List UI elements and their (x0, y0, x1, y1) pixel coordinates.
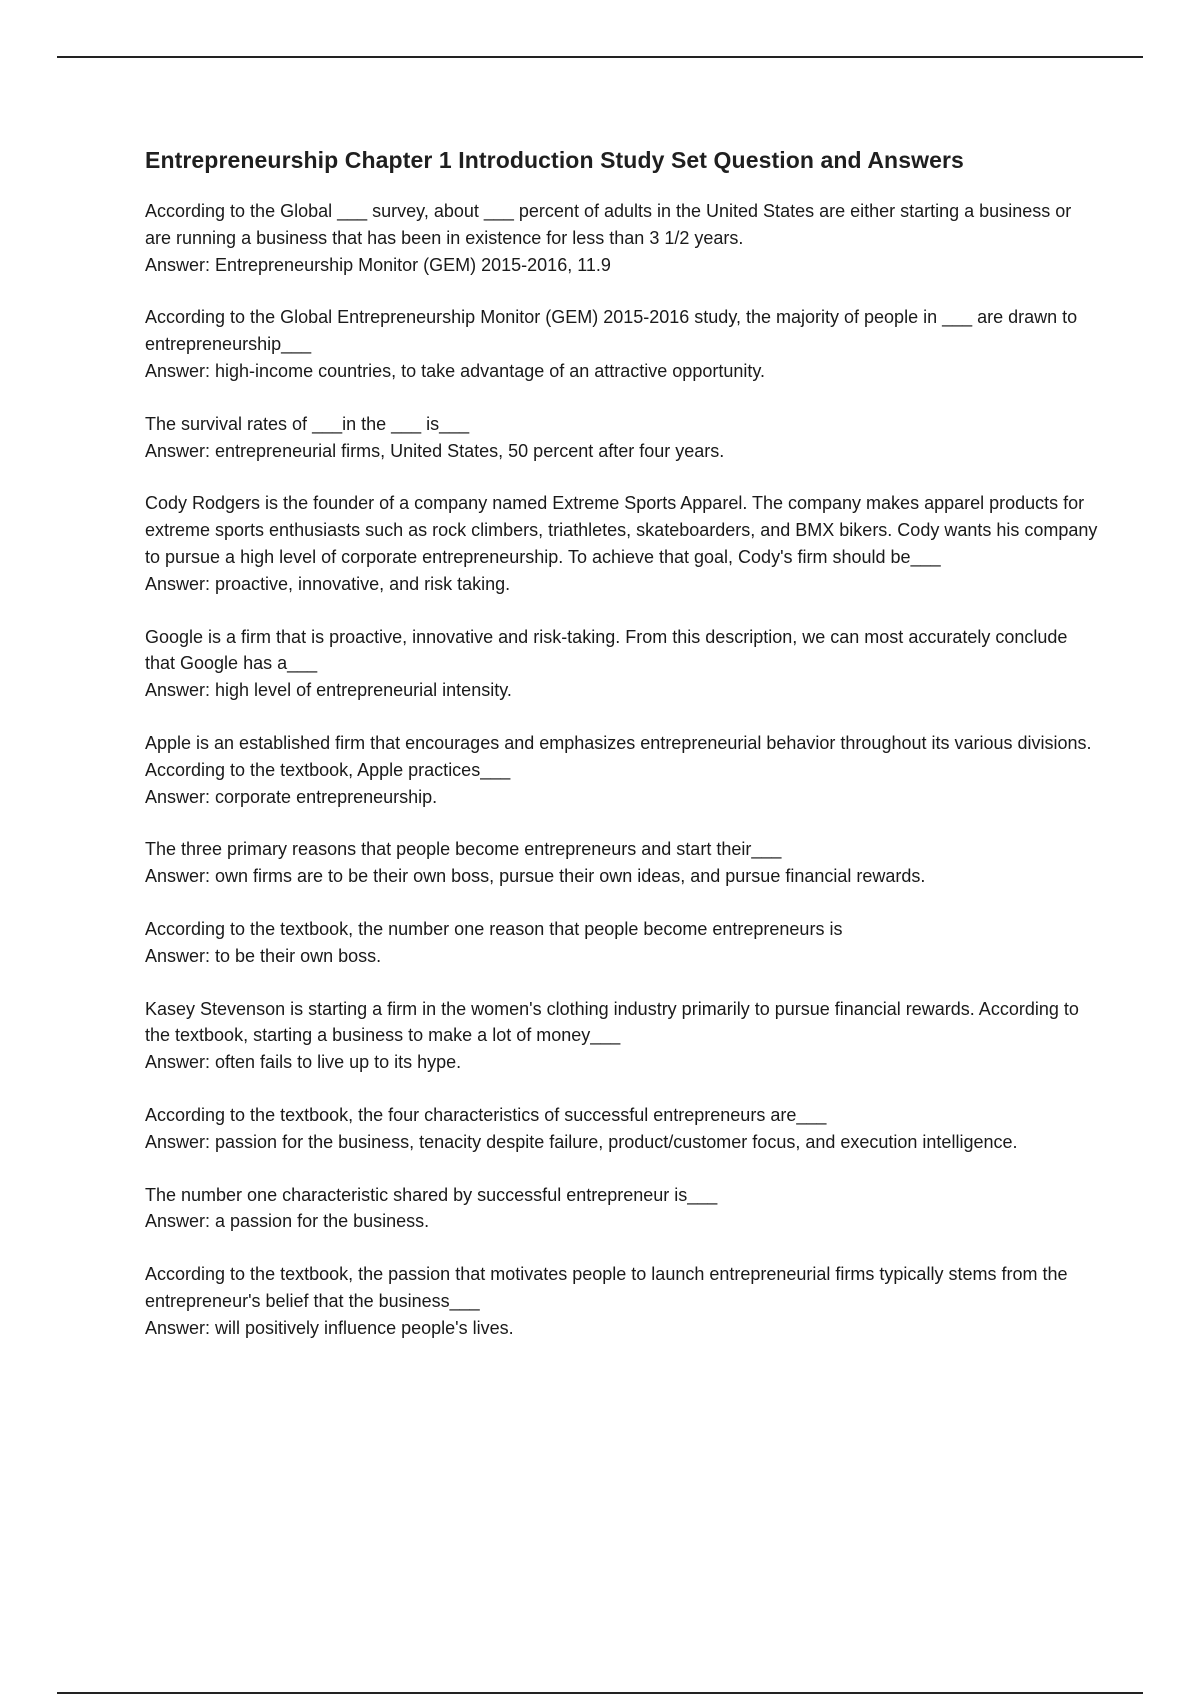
answer-text: Answer: to be their own boss. (145, 945, 382, 966)
question-text: According to the textbook, the passion that motivates people to launch entrepreneurial firms typically stems from the entrepreneur's belief that the business___ (145, 1264, 1068, 1311)
question-text: The survival rates of ___in the ___ is___ (145, 413, 470, 434)
qa-item-2 (145, 304, 1100, 384)
qa-item-12 (145, 1261, 1100, 1341)
document-body (145, 147, 1100, 1368)
qa-item-9 (145, 996, 1100, 1076)
answer-text: Answer: a passion for the business. (145, 1211, 430, 1232)
question-text: According to the Global ___ survey, about ___ percent of adults in the United States are either starting a business or are running a business that has been in existence for less than 3 1/2 years. (145, 201, 1072, 248)
answer-text: Answer: entrepreneurial firms, United States, 50 percent after four years. (145, 440, 725, 461)
qa-item-1 (145, 198, 1100, 278)
question-text: Kasey Stevenson is starting a firm in the women's clothing industry primarily to pursue financial rewards. According to the textbook, starting a business to make a lot of money___ (145, 998, 1079, 1046)
answer-text: Answer: high-income countries, to take advantage of an attractive opportunity. (145, 360, 766, 381)
qa-item-11 (145, 1182, 1100, 1236)
qa-item-5 (145, 624, 1100, 704)
header-rule (57, 56, 1143, 58)
qa-item-6 (145, 730, 1100, 810)
qa-item-8 (145, 916, 1100, 970)
qa-item-3 (145, 411, 1100, 465)
answer-text: Answer: high level of entrepreneurial intensity. (145, 680, 512, 701)
answer-text: Answer: proactive, innovative, and risk taking. (145, 573, 511, 594)
footer-rule (57, 1692, 1143, 1694)
answer-text: Answer: Entrepreneurship Monitor (GEM) 2015-2016, 11.9 (145, 254, 611, 275)
question-text: Google is a firm that is proactive, innovative and risk-taking. From this description, we can most accurately conclude that Google has a___ (145, 626, 1068, 674)
question-text: The three primary reasons that people become entrepreneurs and start their___ (145, 839, 782, 860)
answer-text: Answer: corporate entrepreneurship. (145, 786, 438, 807)
qa-item-10 (145, 1102, 1100, 1156)
question-text: The number one characteristic shared by successful entrepreneur is___ (145, 1184, 718, 1205)
document-title: Entrepreneurship Chapter 1 Introduction Study Set Question and Answers (145, 147, 964, 173)
answer-text: Answer: will positively influence people's lives. (145, 1317, 514, 1338)
answer-text: Answer: own firms are to be their own boss, pursue their own ideas, and pursue financial rewards. (145, 866, 926, 887)
qa-item-4 (145, 490, 1100, 597)
question-text: According to the Global Entrepreneurship Monitor (GEM) 2015-2016 study, the majority of people in ___ are drawn to entrepreneurship___ (145, 307, 1078, 355)
question-text: According to the textbook, the four characteristics of successful entrepreneurs are___ (145, 1104, 827, 1125)
question-text: Apple is an established firm that encourages and emphasizes entrepreneurial behavior throughout its various divisions. According to the textbook, Apple practices___ (145, 732, 1092, 780)
answer-text: Answer: passion for the business, tenacity despite failure, product/customer focus, and execution intelligence. (145, 1131, 1018, 1152)
answer-text: Answer: often fails to live up to its hype. (145, 1052, 462, 1073)
question-text: Cody Rodgers is the founder of a company named Extreme Sports Apparel. The company makes apparel products for extreme sports enthusiasts such as rock climbers, triathletes, skateboarders, and BMX bikers. Cody wants his company to pursue a high level of corporate entrepreneurship. To achieve that goal, Cody's firm should be___ (145, 493, 1098, 567)
question-text: According to the textbook, the number one reason that people become entrepreneurs is (145, 918, 843, 939)
qa-item-7 (145, 836, 1100, 890)
